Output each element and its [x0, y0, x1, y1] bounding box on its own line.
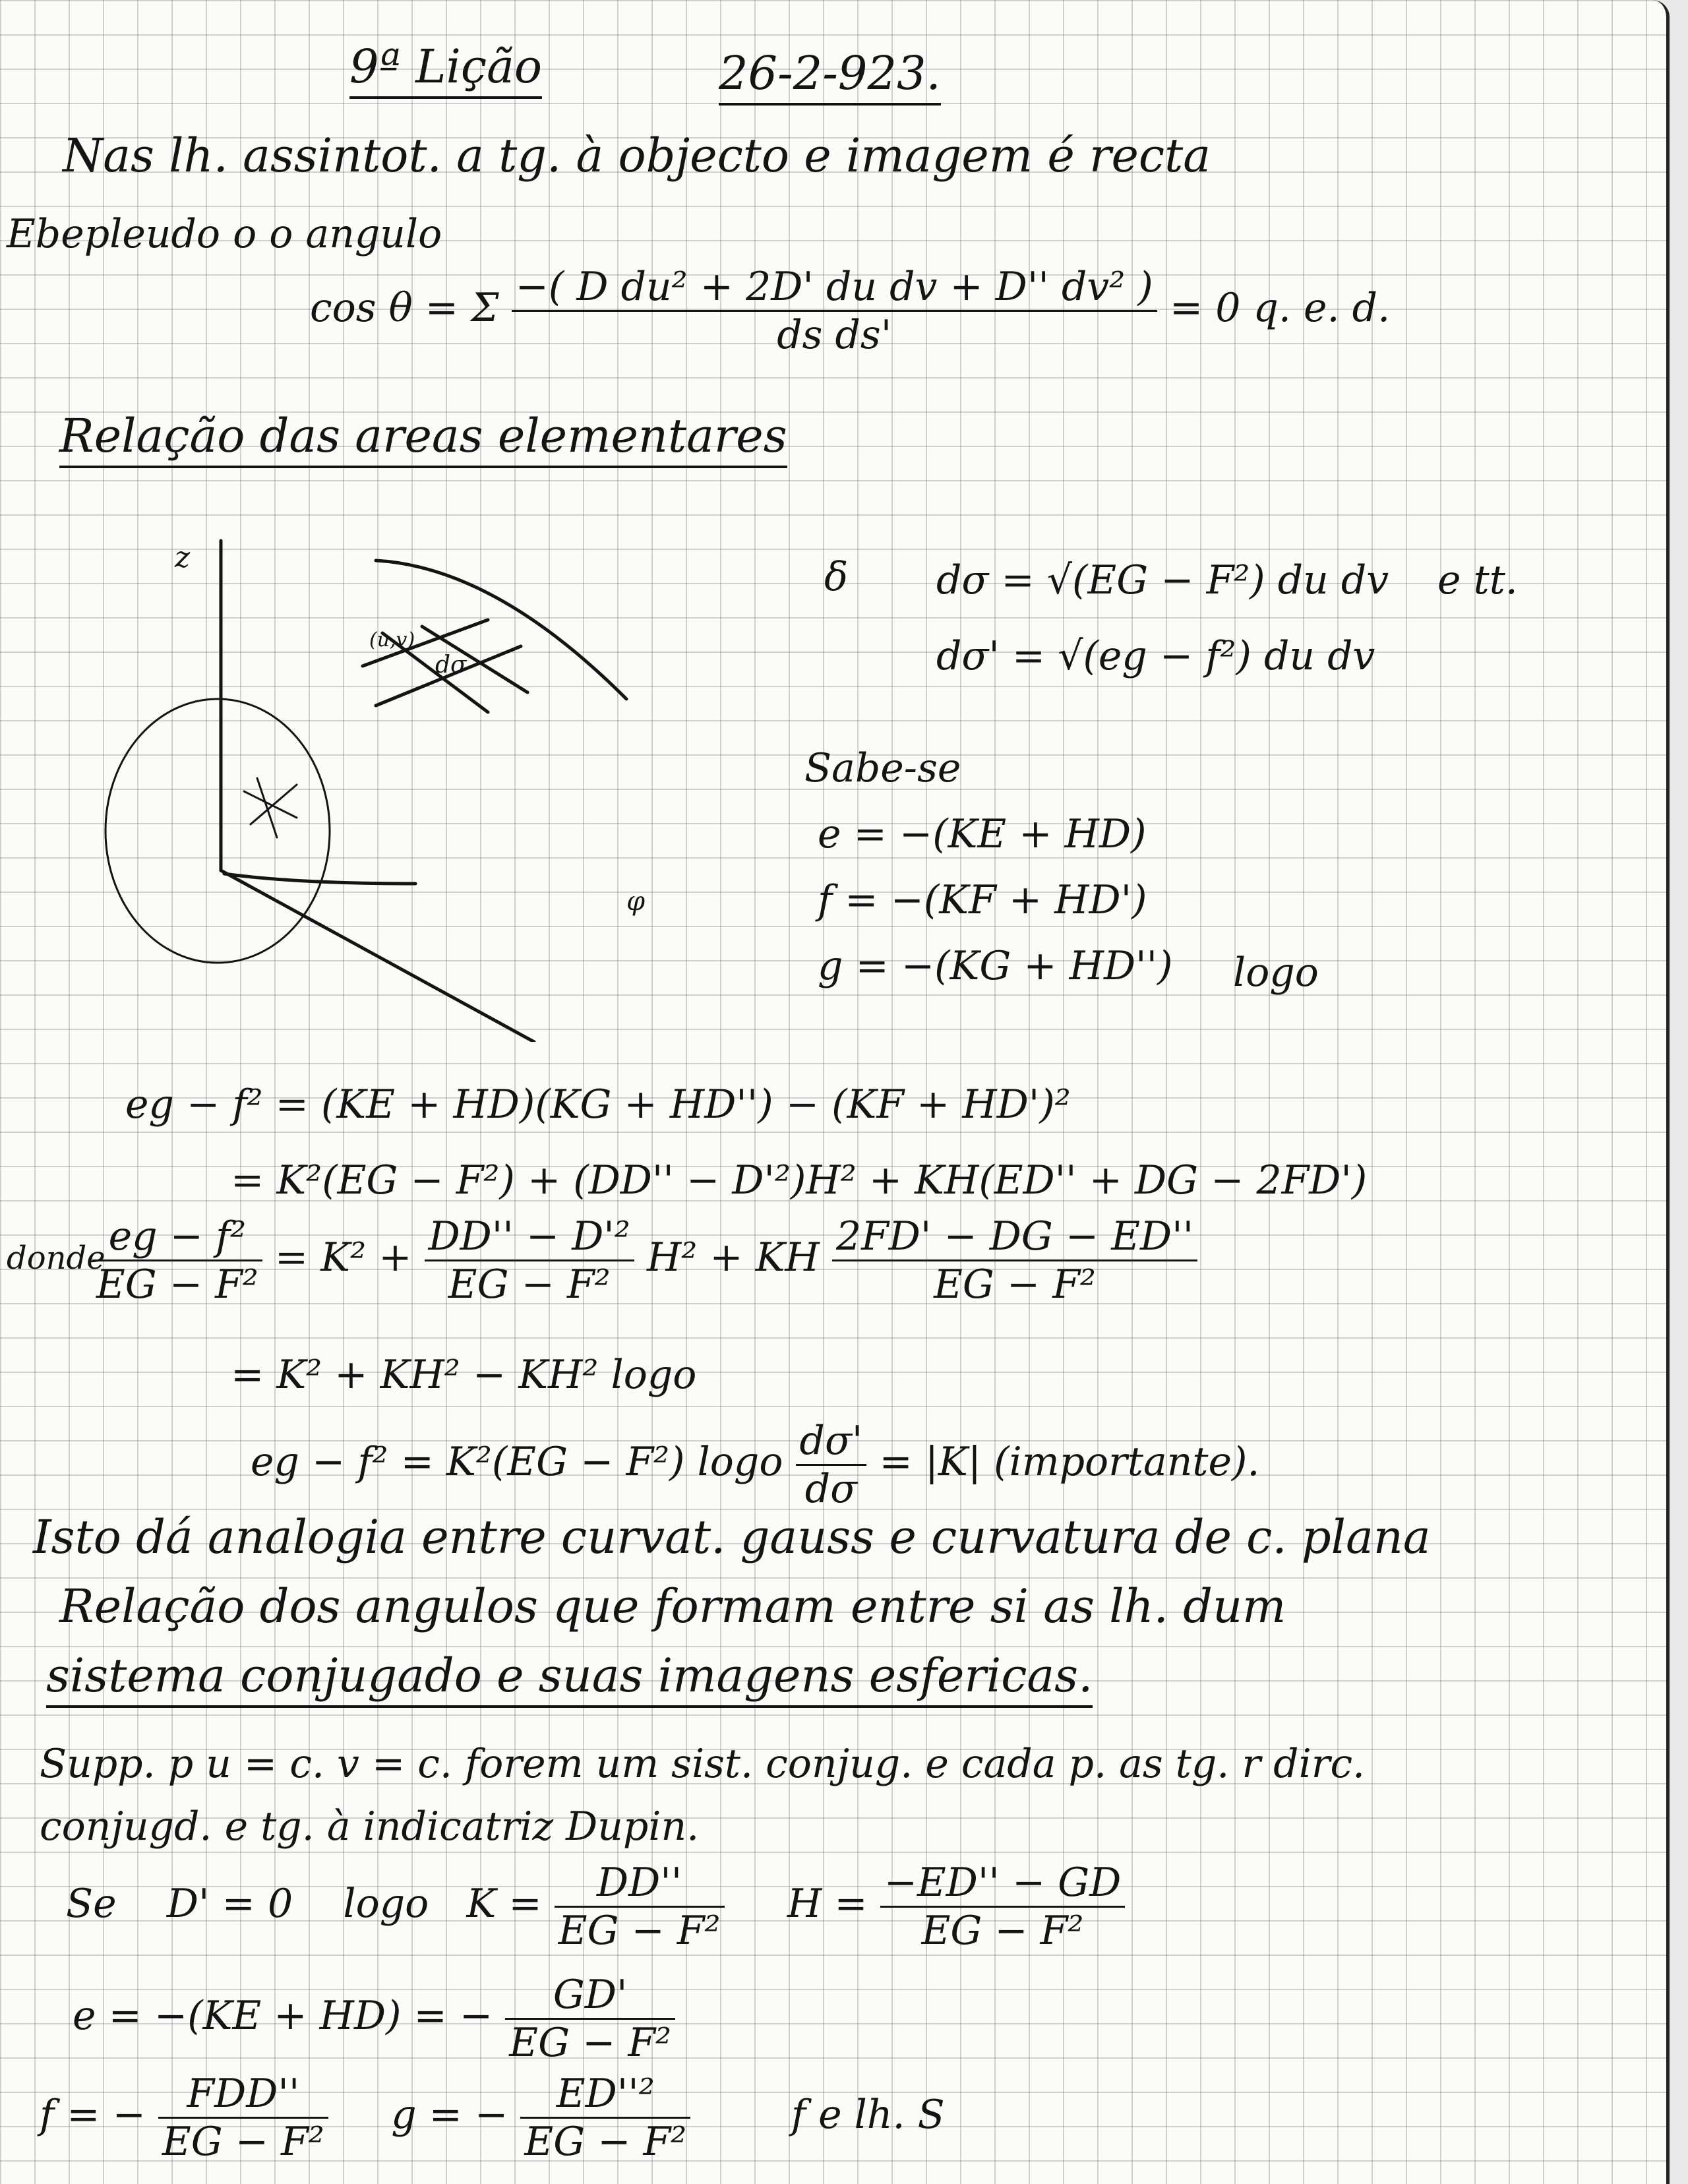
derivation-line-1: eg − f² = (KE + HD)(KG + HD'') − (KF + HD')² [125, 1081, 1071, 1128]
dsigma-equation: dσ = √(EG − F²) du dv [936, 557, 1389, 603]
frac1-num: DD'' − D'² [425, 1213, 634, 1261]
lesson-date: 26-2-923. [719, 46, 941, 106]
f-final-lhs: f = − [40, 2092, 146, 2138]
frac2-num: 2FD' − DG − ED'' [832, 1213, 1197, 1261]
line3-mid: = K² + [274, 1234, 412, 1281]
frac2 [832, 1213, 1197, 1308]
final-tail: f e lh. S [791, 2092, 945, 2138]
s-label: δ [824, 554, 849, 600]
sphere-patch-line-3 [257, 778, 277, 837]
line5-fraction [796, 1418, 867, 1512]
dsigma-prime-equation: dσ' = √(eg − f²) du dv [936, 633, 1375, 679]
f-final-num: FDD'' [158, 2071, 328, 2119]
line5-den: dσ [804, 1466, 858, 1512]
intro-line-1: Nas lh. assintot. a tg. à objecto e imagem é recta [63, 129, 1211, 183]
g-equation: g = −(KG + HD'') [818, 943, 1173, 989]
line5-rhs: = |K| (importante). [879, 1439, 1260, 1486]
donde-label: donde [7, 1240, 106, 1277]
frac1-den: EG − F² [448, 1261, 611, 1308]
derivation-line-5 [251, 1418, 1259, 1512]
e-final-num: GD' [505, 1972, 675, 2020]
sabe-se-label: Sabe-se [804, 745, 961, 791]
f-final-fraction [158, 2071, 328, 2165]
text2-line-1: Isto dá analogia entre curvat. gauss e curvatura de c. plana [33, 1510, 1431, 1564]
f-equation: f = −(KF + HD') [818, 877, 1147, 923]
section-heading-areas: Relação das areas elementares [59, 409, 787, 468]
text2-line-3: sistema conjugado e suas imagens esfericas. [46, 1649, 1093, 1708]
sphere-patch-line-2 [251, 785, 297, 824]
g-final-lhs: g = − [391, 2092, 508, 2138]
g-final-num: ED''² [520, 2071, 690, 2119]
intro-line-2: Ebepleudo o o angulo [7, 211, 442, 257]
k-num: DD'' [555, 1860, 725, 1908]
line3-h2: H² + KH [646, 1234, 820, 1281]
h-num: −ED'' − GD [880, 1860, 1126, 1908]
f-final-den: EG − F² [162, 2119, 324, 2165]
g-final-fraction [520, 2071, 690, 2165]
k-lhs: K = [466, 1881, 542, 1927]
h-lhs: H = [787, 1881, 868, 1927]
eq-numerator: −( D du² + 2D' du dv + D'' dv² ) [512, 264, 1157, 312]
uv-label: (u,v) [369, 628, 415, 652]
frac1 [425, 1213, 634, 1308]
phi-axis-line [221, 870, 534, 1042]
base-curve [224, 874, 415, 884]
ratio-den: EG − F² [96, 1261, 258, 1308]
e-final-fraction [505, 1972, 675, 2066]
text2-line-2: Relação dos angulos que formam entre si as lh. dum [59, 1579, 1286, 1633]
e-equation: e = −(KE + HD) [818, 811, 1147, 857]
fg-final-line [40, 2071, 945, 2165]
eq-fraction [512, 264, 1157, 358]
axis-z-label: z [175, 541, 191, 574]
eq-rhs: = 0 q. e. d. [1169, 285, 1391, 332]
h-fraction [880, 1860, 1126, 1954]
sphere-patch-line-1 [244, 791, 297, 818]
sphere-circle [106, 699, 330, 963]
derivation-line-3 [92, 1213, 1197, 1308]
k-den: EG − F² [558, 1908, 721, 1954]
line5-text: eg − f² = K²(EG − F²) logo [251, 1439, 783, 1486]
k-fraction [555, 1860, 725, 1954]
text3-line-2: conjugd. e tg. à indicatriz Dupin. [40, 1804, 700, 1850]
se-line [66, 1860, 1125, 1954]
g-final-den: EG − F² [524, 2119, 687, 2165]
ratio-num: eg − f² [92, 1213, 262, 1261]
surface-sphere-figure [99, 514, 692, 1042]
ratio-fraction [92, 1213, 262, 1308]
derivation-line-2: = K²(EG − F²) + (DD'' − D'²)H² + KH(ED'' + DG − 2FD') [231, 1157, 1368, 1203]
dprime-zero: D' = 0 [166, 1881, 293, 1927]
se-label: Se [66, 1881, 117, 1927]
e-final-den: EG − F² [509, 2020, 672, 2066]
axis-phi-label: φ [626, 886, 646, 917]
e-final-line [73, 1972, 675, 2066]
etc-label: e tt. [1437, 557, 1518, 603]
lesson-title: 9ª Lição [349, 40, 542, 99]
h-den: EG − F² [921, 1908, 1084, 1954]
cos-theta-equation [310, 264, 1390, 358]
text3-line-1: Supp. p u = c. v = c. forem um sist. conjug. e cada p. as tg. r dirc. [40, 1741, 1366, 1787]
line5-num: dσ' [796, 1418, 867, 1466]
dsigma-label: dσ [435, 652, 467, 679]
se-logo: logo [343, 1881, 429, 1927]
e-final-lhs: e = −(KE + HD) = − [73, 1993, 493, 2040]
frac2-den: EG − F² [934, 1261, 1096, 1308]
eq-lhs: cos θ = Σ [310, 285, 499, 332]
logo-label: logo [1233, 950, 1319, 996]
eq-denominator: ds ds' [777, 312, 892, 358]
derivation-line-4: = K² + KH² − KH² logo [231, 1352, 697, 1398]
